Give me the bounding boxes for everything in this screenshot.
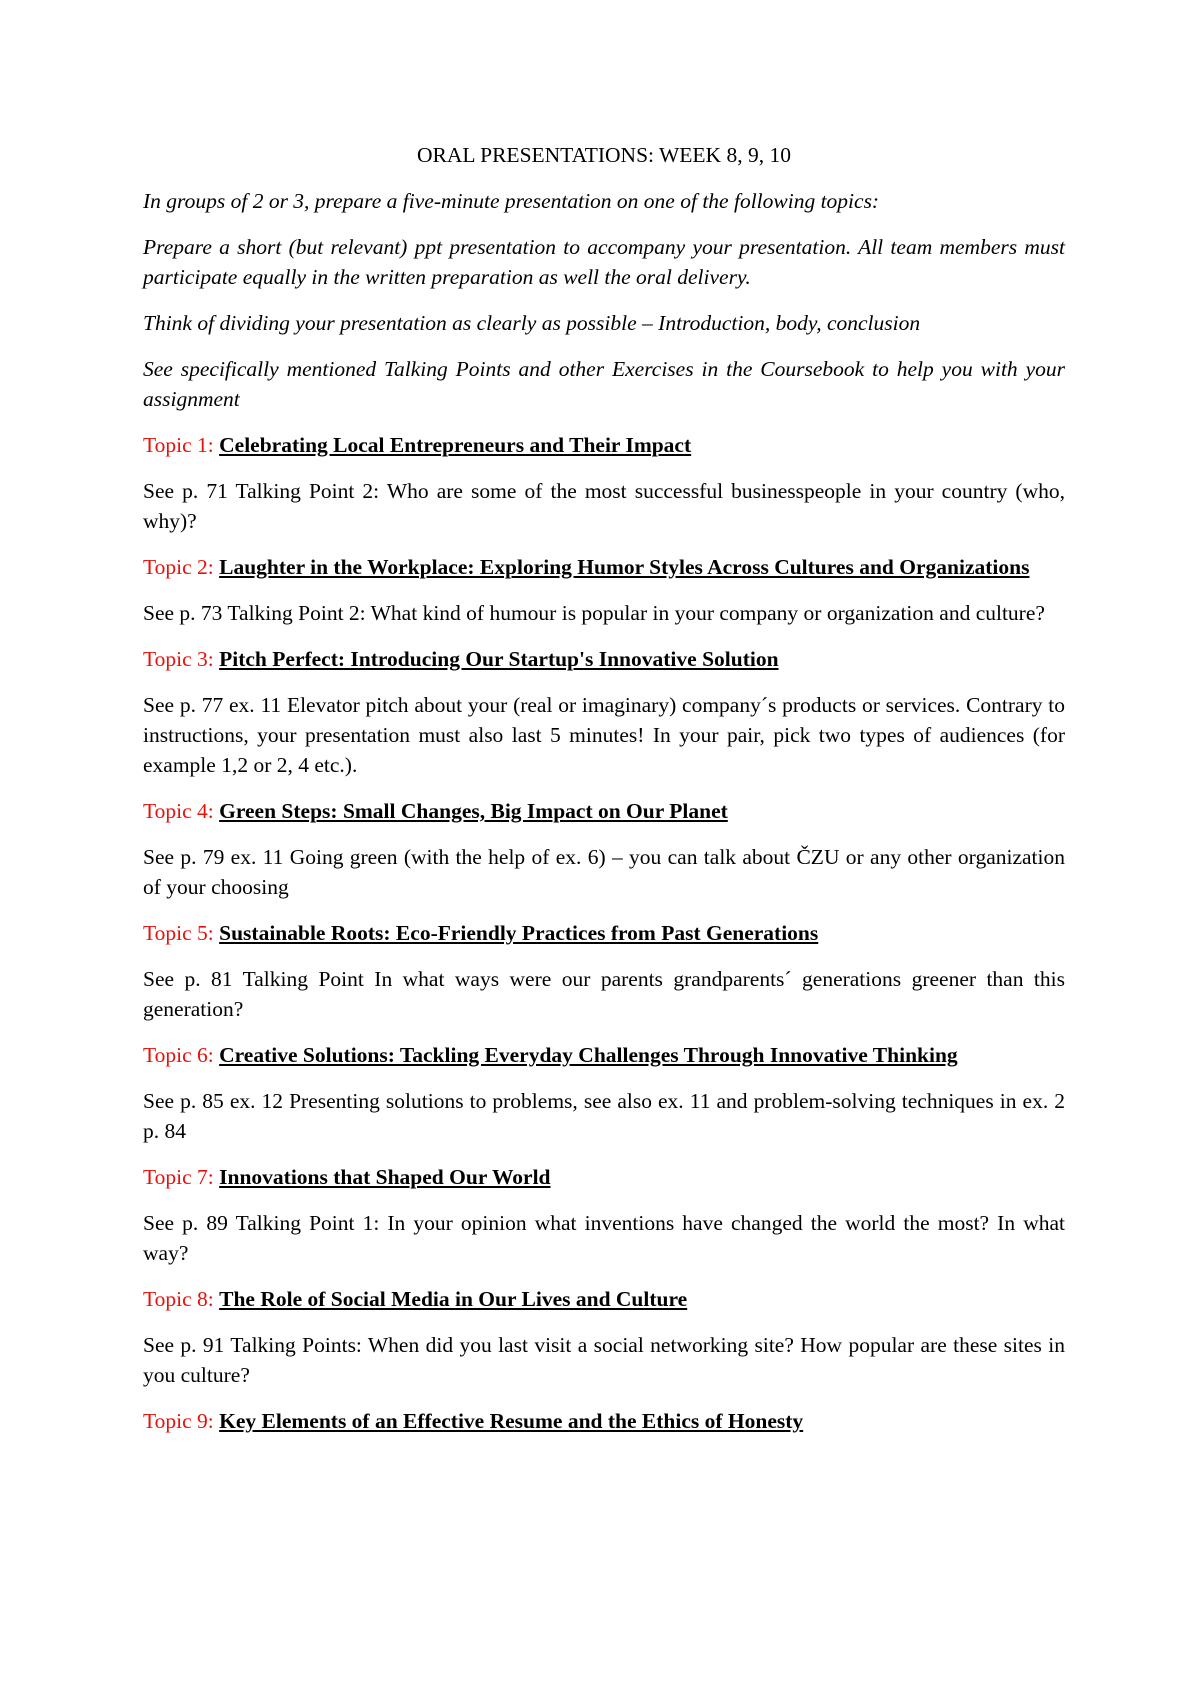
topic-heading bbox=[143, 1284, 1065, 1314]
topic-heading bbox=[143, 918, 1065, 948]
intro-paragraph: Prepare a short (but relevant) ppt presentation to accompany your presentation. All team members must participate equally in the written preparation as well the oral delivery. bbox=[143, 235, 1065, 289]
topic-title: Key Elements of an Effective Resume and the Ethics of Honesty bbox=[219, 1409, 804, 1433]
topic-title: Creative Solutions: Tackling Everyday Challenges Through Innovative Thinking bbox=[219, 1043, 958, 1067]
topic-number: Topic 8: bbox=[143, 1287, 220, 1311]
topic-heading bbox=[143, 552, 1065, 582]
topic-title: Innovations that Shaped Our World bbox=[219, 1165, 551, 1189]
topic-description: See p. 73 Talking Point 2: What kind of humour is popular in your company or organization and culture? bbox=[143, 601, 1045, 625]
topic-description: See p. 77 ex. 11 Elevator pitch about your (real or imaginary) company´s products or services. Contrary to instructions, your presentation must also last 5 minutes! In your pair, pick two types of audiences (for example 1,2 or 2, 4 etc.). bbox=[143, 693, 1065, 777]
page-title: ORAL PRESENTATIONS: WEEK 8, 9, 10 bbox=[417, 143, 791, 167]
document-page bbox=[143, 140, 1065, 1452]
topic-heading bbox=[143, 1406, 1065, 1436]
topic-description: See p. 89 Talking Point 1: In your opinion what inventions have changed the world the most? In what way? bbox=[143, 1211, 1065, 1265]
topic-title: Sustainable Roots: Eco-Friendly Practices from Past Generations bbox=[219, 921, 819, 945]
topic-description: See p. 81 Talking Point In what ways were our parents grandparents´ generations greener than this generation? bbox=[143, 967, 1065, 1021]
intro-paragraph: In groups of 2 or 3, prepare a five-minute presentation on one of the following topics: bbox=[143, 189, 880, 213]
topic-description: See p. 79 ex. 11 Going green (with the help of ex. 6) – you can talk about ČZU or any other organization of your choosing bbox=[143, 845, 1065, 899]
topic-number: Topic 9: bbox=[143, 1409, 220, 1433]
topic-heading bbox=[143, 644, 1065, 674]
topic-title: The Role of Social Media in Our Lives and Culture bbox=[219, 1287, 688, 1311]
topic-heading bbox=[143, 1040, 1065, 1070]
topic-title: Celebrating Local Entrepreneurs and Their Impact bbox=[219, 433, 692, 457]
topic-number: Topic 6: bbox=[143, 1043, 220, 1067]
topic-number: Topic 1: bbox=[143, 433, 220, 457]
topic-number: Topic 7: bbox=[143, 1165, 220, 1189]
intro-paragraph: See specifically mentioned Talking Points and other Exercises in the Coursebook to help you with your assignment bbox=[143, 357, 1065, 411]
topic-title: Pitch Perfect: Introducing Our Startup's Innovative Solution bbox=[219, 647, 779, 671]
topic-number: Topic 4: bbox=[143, 799, 220, 823]
topic-description: See p. 71 Talking Point 2: Who are some of the most successful businesspeople in your country (who, why)? bbox=[143, 479, 1065, 533]
topic-heading bbox=[143, 1162, 1065, 1192]
topic-number: Topic 5: bbox=[143, 921, 220, 945]
topic-number: Topic 2: bbox=[143, 555, 220, 579]
topic-description: See p. 85 ex. 12 Presenting solutions to problems, see also ex. 11 and problem-solving techniques in ex. 2 p. 84 bbox=[143, 1089, 1065, 1143]
topic-description: See p. 91 Talking Points: When did you last visit a social networking site? How popular are these sites in you culture? bbox=[143, 1333, 1065, 1387]
topic-heading bbox=[143, 796, 1065, 826]
topic-title: Green Steps: Small Changes, Big Impact on Our Planet bbox=[219, 799, 728, 823]
topic-title: Laughter in the Workplace: Exploring Humor Styles Across Cultures and Organizations bbox=[219, 555, 1030, 579]
topic-number: Topic 3: bbox=[143, 647, 220, 671]
intro-paragraph: Think of dividing your presentation as clearly as possible – Introduction, body, conclusion bbox=[143, 311, 921, 335]
topic-heading bbox=[143, 430, 1065, 460]
